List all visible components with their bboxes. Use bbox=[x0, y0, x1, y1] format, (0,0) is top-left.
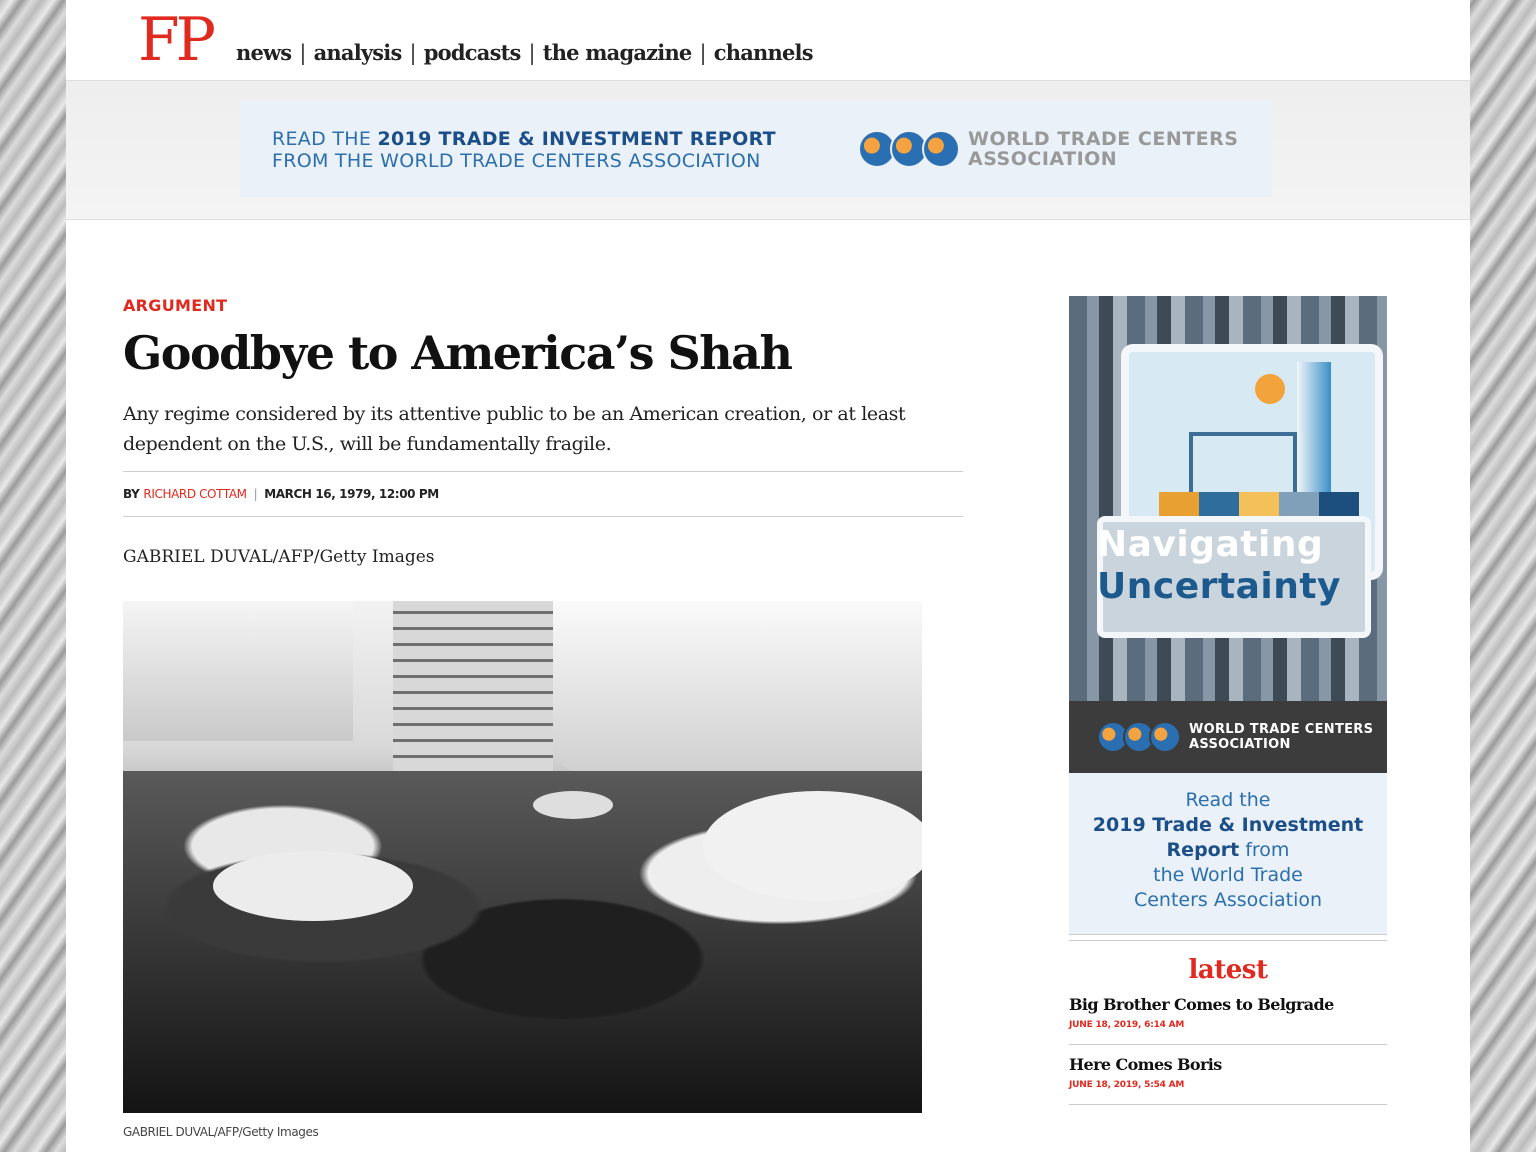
wtca-brand-line1: WORLD TRADE CENTERS bbox=[968, 128, 1239, 150]
ad-strip bbox=[66, 81, 1470, 220]
wtca-logo-text bbox=[968, 129, 1238, 169]
main-nav bbox=[236, 40, 813, 65]
ad-copy-line4: the World Trade bbox=[1153, 864, 1303, 886]
sun-icon bbox=[1255, 374, 1285, 404]
ad-copy-bold: 2019 Trade & Investment Report bbox=[1092, 814, 1364, 861]
nav-the-magazine[interactable]: the magazine bbox=[542, 40, 692, 65]
wtca-logo bbox=[858, 129, 1238, 169]
ad-brand-band bbox=[1069, 701, 1387, 773]
article bbox=[123, 296, 963, 1139]
site-header bbox=[66, 0, 1470, 81]
latest-item-date: JUNE 18, 2019, 6:14 AM bbox=[1069, 1020, 1185, 1030]
ad-brand-text bbox=[1189, 722, 1373, 752]
latest-item-title[interactable]: Big Brother Comes to Belgrade bbox=[1069, 995, 1334, 1014]
nav-news[interactable]: news bbox=[236, 40, 292, 65]
top-ad-line1-prefix: READ THE bbox=[272, 128, 378, 150]
article-byline bbox=[123, 471, 963, 517]
nav-separator: | bbox=[299, 40, 306, 65]
wtca-globes-icon bbox=[858, 130, 954, 168]
article-photo[interactable] bbox=[123, 601, 922, 1113]
wtca-brand-line2: ASSOCIATION bbox=[968, 148, 1118, 170]
ad-title-line2: Uncertainty bbox=[1097, 566, 1342, 607]
ad-copy-line5: Centers Association bbox=[1133, 889, 1323, 911]
ad-city-illustration bbox=[1069, 296, 1387, 701]
photo-credit-bottom: GABRIEL DUVAL/AFP/Getty Images bbox=[123, 1125, 319, 1139]
article-dek: Any regime considered by its attentive public to be an American creation, or at least dependent on the U.S., will be fundamentally fragile. bbox=[123, 403, 906, 455]
photo-officer-cap bbox=[703, 791, 922, 901]
wtca-globes-icon bbox=[1097, 721, 1175, 753]
ad-title-line1: Navigating bbox=[1097, 524, 1324, 565]
nav-separator: | bbox=[699, 40, 706, 65]
ad-brand-line2: ASSOCIATION bbox=[1189, 737, 1291, 752]
photo-officer-cap bbox=[213, 851, 413, 921]
latest-item[interactable] bbox=[1069, 985, 1387, 1045]
nav-channels[interactable]: channels bbox=[713, 40, 813, 65]
ad-copy-line1: Read the bbox=[1185, 789, 1271, 811]
top-ad-text bbox=[272, 128, 776, 172]
latest-item-date: JUNE 18, 2019, 5:54 AM bbox=[1069, 1080, 1185, 1090]
article-kicker[interactable]: ARGUMENT bbox=[123, 296, 228, 315]
byline-separator: | bbox=[253, 487, 258, 501]
top-ad-line1-bold: 2019 TRADE & INVESTMENT REPORT bbox=[377, 128, 776, 150]
latest-item-title[interactable]: Here Comes Boris bbox=[1069, 1055, 1222, 1074]
photo-credit-top: GABRIEL DUVAL/AFP/Getty Images bbox=[123, 547, 435, 567]
photo-aircraft bbox=[543, 601, 922, 776]
ad-copy bbox=[1069, 788, 1387, 913]
photo-officer-cap bbox=[533, 791, 613, 819]
latest-item[interactable] bbox=[1069, 1045, 1387, 1105]
nav-separator: | bbox=[409, 40, 416, 65]
ad-copy-from: from bbox=[1239, 839, 1290, 861]
article-date: MARCH 16, 1979, 12:00 PM bbox=[264, 487, 439, 501]
nav-podcasts[interactable]: podcasts bbox=[423, 40, 521, 65]
latest-section bbox=[1069, 940, 1387, 1105]
ad-brand-line1: WORLD TRADE CENTERS bbox=[1189, 722, 1374, 737]
sidebar-ad[interactable] bbox=[1069, 296, 1387, 935]
nav-separator: | bbox=[528, 40, 535, 65]
page bbox=[66, 0, 1470, 1152]
article-headline: Goodbye to America’s Shah bbox=[123, 326, 792, 380]
photo-aircraft-left bbox=[123, 601, 353, 741]
nav-analysis[interactable]: analysis bbox=[313, 40, 402, 65]
fp-logo[interactable]: FP bbox=[138, 5, 213, 75]
top-banner-ad[interactable] bbox=[240, 101, 1272, 197]
author-link[interactable]: RICHARD COTTAM bbox=[143, 487, 247, 501]
latest-heading: latest bbox=[1188, 955, 1268, 985]
top-ad-line2: FROM THE WORLD TRADE CENTERS ASSOCIATION bbox=[272, 150, 761, 172]
byline-prefix: BY bbox=[123, 487, 140, 501]
bridge-icon bbox=[1189, 432, 1297, 496]
